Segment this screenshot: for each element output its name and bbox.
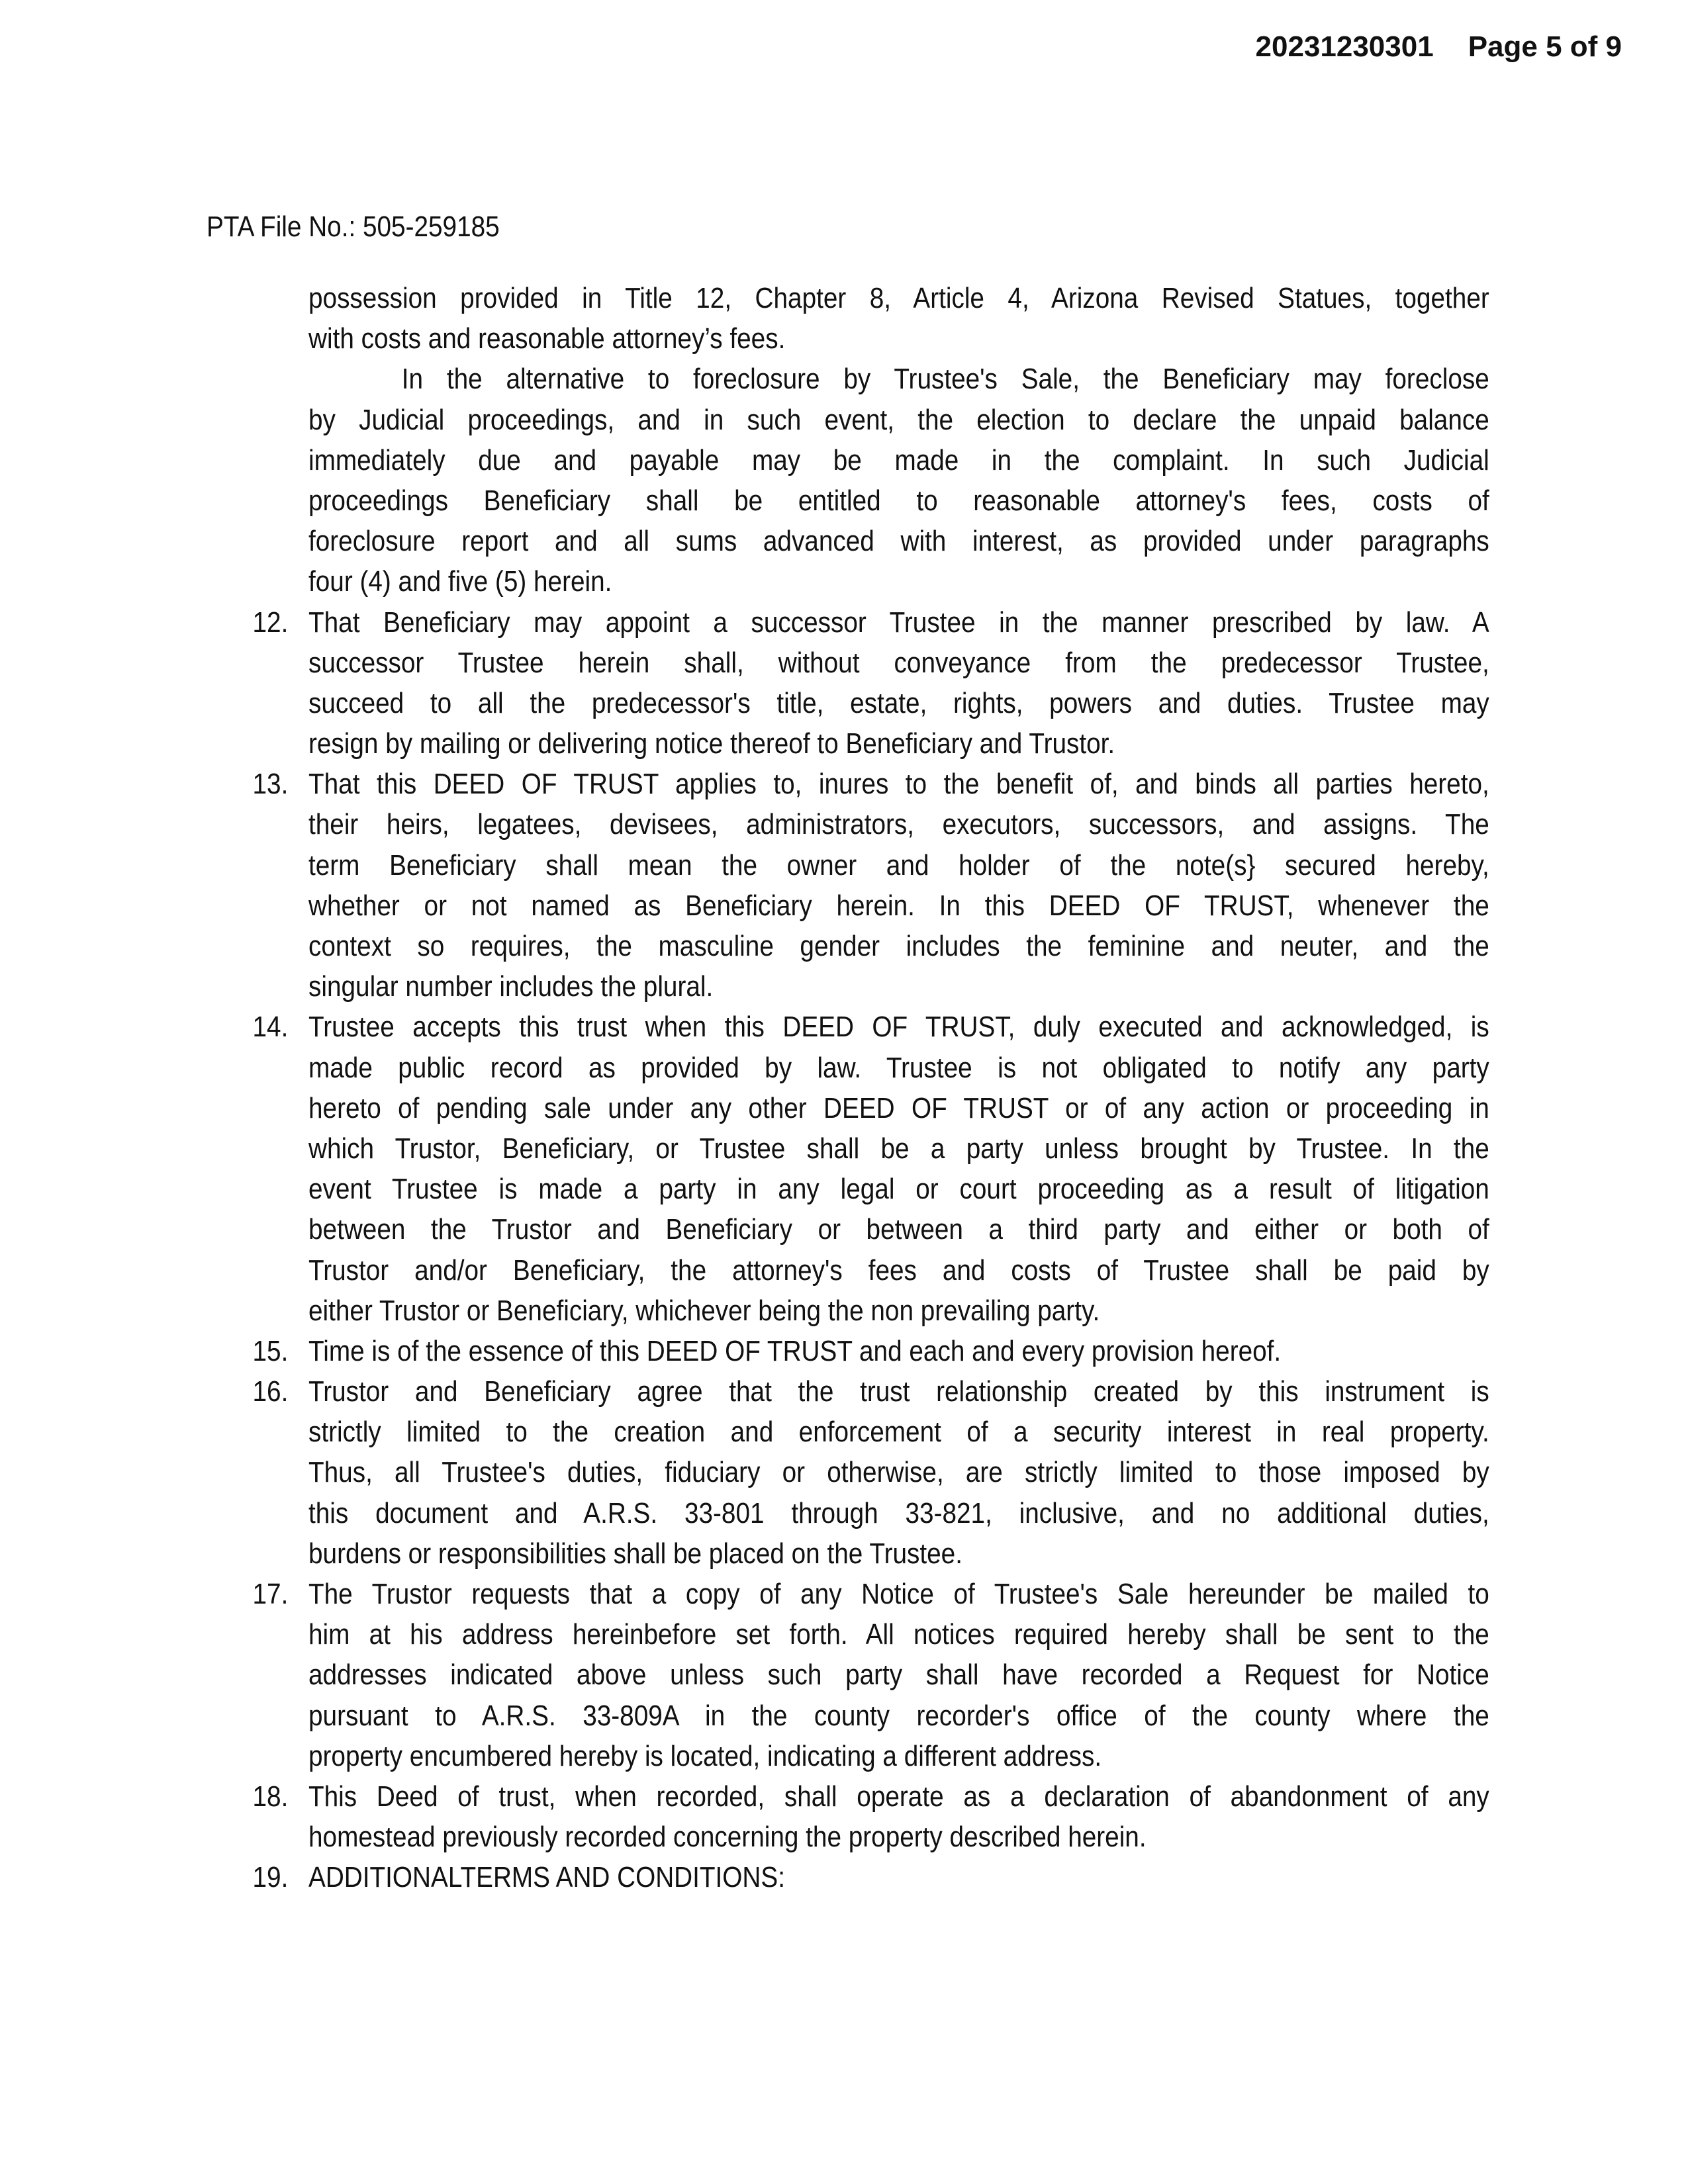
numbered-clause (252, 1371, 1489, 1574)
line-text: homestead previously recorded concerning the property described herein. (308, 1821, 1147, 1854)
text-line (308, 1614, 1489, 1655)
text-line (308, 1412, 1489, 1452)
line-text: either Trustor or Beneficiary, whichever being the non prevailing party. (308, 1294, 1100, 1327)
line-text: pursuant to A.R.S. 33-809A in the county recorder's office of the county where the (308, 1699, 1489, 1732)
text-line (308, 1250, 1489, 1291)
clause-number: 13. (252, 768, 289, 801)
text-line (308, 1169, 1489, 1209)
line-text: hereto of pending sale under any other DEED OF TRUST or of any action or proceeding in (308, 1091, 1489, 1124)
text-line (308, 1128, 1489, 1169)
line-text: In the alternative to foreclosure by Trustee's Sale, the Beneficiary may foreclose (401, 363, 1489, 396)
line-text: Trustor and Beneficiary agree that the trust relationship created by this instrument is (308, 1375, 1489, 1408)
line-text: Thus, all Trustee's duties, fiduciary or otherwise, are strictly limited to those imposed by (308, 1456, 1489, 1489)
document-body (252, 278, 1489, 1898)
line-text: between the Trustor and Beneficiary or between a third party and either or both of (308, 1213, 1489, 1246)
clause-number: 14. (252, 1011, 289, 1044)
text-line (308, 1817, 1489, 1857)
line-text: Trustee accepts this trust when this DEED OF TRUST, duly executed and acknowledged, is (308, 1011, 1489, 1044)
text-line (308, 845, 1489, 886)
text-line (308, 1209, 1489, 1250)
text-line (308, 359, 1489, 399)
line-text: possession provided in Title 12, Chapter 8, Article 4, Arizona Revised Statues, together (308, 282, 1489, 314)
line-text: The Trustor requests that a copy of any Notice of Trustee's Sale hereunder be mailed to (308, 1578, 1489, 1610)
numbered-clause (252, 1857, 1489, 1897)
paragraph (308, 278, 1489, 359)
text-line (252, 1331, 1489, 1371)
line-text: That this DEED OF TRUST applies to, inures to the benefit of, and binds all parties hereto, (308, 768, 1489, 801)
line-text: That Beneficiary may appoint a successor Trustee in the manner prescribed by law. A (308, 606, 1489, 639)
text-line (308, 521, 1489, 561)
text-line (308, 1736, 1489, 1776)
line-text: their heirs, legatees, devisees, administrators, executors, successors, and assigns. The (308, 808, 1489, 841)
document-number: 20231230301 (1255, 30, 1434, 63)
text-line (252, 1007, 1489, 1047)
numbered-clause (252, 764, 1489, 1007)
clause-number: 15. (252, 1334, 289, 1367)
text-line (308, 480, 1489, 521)
text-line (308, 561, 1489, 602)
line-text: immediately due and payable may be made in the complaint. In such Judicial (308, 443, 1489, 477)
line-text: singular number includes the plural. (308, 970, 714, 1003)
line-text: strictly limited to the creation and enforcement of a security interest in real property. (308, 1416, 1489, 1449)
line-text: context so requires, the masculine gender includes the feminine and neuter, and the (308, 930, 1489, 962)
line-text: event Trustee is made a party in any legal or court proceeding as a result of litigation (308, 1173, 1489, 1206)
text-line (252, 1371, 1489, 1412)
text-line (252, 602, 1489, 643)
clause-number: 16. (252, 1375, 289, 1408)
text-line (308, 1088, 1489, 1128)
line-text: term Beneficiary shall mean the owner and holder of the note(s} secured hereby, (308, 848, 1489, 882)
line-text: This Deed of trust, when recorded, shall operate as a declaration of abandonment of any (308, 1780, 1489, 1813)
line-text: proceedings Beneficiary shall be entitled to reasonable attorney's fees, costs of (308, 484, 1489, 517)
text-line (308, 1048, 1489, 1088)
line-text: made public record as provided by law. Trustee is not obligated to notify any party (308, 1051, 1489, 1084)
page-number: Page 5 of 9 (1468, 30, 1622, 63)
clause-number: 12. (252, 606, 289, 639)
paragraph (308, 359, 1489, 602)
numbered-clause (252, 1574, 1489, 1776)
text-line (308, 926, 1489, 966)
text-line (308, 1452, 1489, 1492)
text-line (308, 683, 1489, 723)
text-line (252, 1776, 1489, 1817)
text-line (308, 1291, 1489, 1331)
clause-number: 17. (252, 1578, 289, 1610)
text-line (308, 804, 1489, 844)
numbered-clause (252, 1007, 1489, 1331)
text-line (308, 318, 1489, 359)
line-text: successor Trustee herein shall, without conveyance from the predecessor Trustee, (308, 646, 1489, 679)
text-line (308, 1696, 1489, 1736)
line-text: this document and A.R.S. 33-801 through 33-821, inclusive, and no additional duties, (308, 1496, 1489, 1529)
line-text: ADDITIONALTERMS AND CONDITIONS: (308, 1861, 785, 1894)
line-text: Time is of the essence of this DEED OF TRUST and each and every provision hereof. (308, 1334, 1282, 1367)
text-line (308, 723, 1489, 764)
text-line (252, 764, 1489, 804)
clause-number: 18. (252, 1780, 289, 1813)
line-text: addresses indicated above unless such party shall have recorded a Request for Notice (308, 1659, 1489, 1692)
numbered-clause (252, 1331, 1489, 1371)
file-number: PTA File No.: 505-259185 (207, 210, 500, 243)
line-text: succeed to all the predecessor's title, estate, rights, powers and duties. Trustee may (308, 686, 1489, 719)
text-line (308, 278, 1489, 318)
page-header (1256, 30, 1622, 64)
line-text: four (4) and five (5) herein. (308, 565, 612, 598)
text-line (308, 886, 1489, 926)
numbered-clause (252, 602, 1489, 764)
text-line (308, 1493, 1489, 1533)
line-text: by Judicial proceedings, and in such event, the election to declare the unpaid balance (308, 403, 1489, 436)
text-line (252, 1574, 1489, 1614)
line-text: resign by mailing or delivering notice thereof to Beneficiary and Trustor. (308, 727, 1115, 760)
line-text: foreclosure report and all sums advanced with interest, as provided under paragraphs (308, 525, 1489, 558)
clause-number: 19. (252, 1861, 289, 1894)
line-text: whether or not named as Beneficiary herein. In this DEED OF TRUST, whenever the (308, 889, 1489, 922)
line-text: burdens or responsibilities shall be placed on the Trustee. (308, 1537, 962, 1570)
text-line (308, 643, 1489, 683)
text-line (308, 400, 1489, 440)
text-line (308, 1533, 1489, 1574)
text-line (252, 1857, 1489, 1897)
line-text: Trustor and/or Beneficiary, the attorney's fees and costs of Trustee shall be paid by (308, 1253, 1489, 1287)
line-text: him at his address hereinbefore set forth. All notices required hereby shall be sent to the (308, 1618, 1489, 1651)
line-text: property encumbered hereby is located, indicating a different address. (308, 1739, 1102, 1772)
numbered-clause (252, 1776, 1489, 1857)
text-line (308, 966, 1489, 1007)
text-line (308, 440, 1489, 480)
line-text: with costs and reasonable attorney’s fees. (308, 322, 786, 355)
text-line (308, 1655, 1489, 1695)
line-text: which Trustor, Beneficiary, or Trustee shall be a party unless brought by Trustee. In the (308, 1132, 1489, 1165)
